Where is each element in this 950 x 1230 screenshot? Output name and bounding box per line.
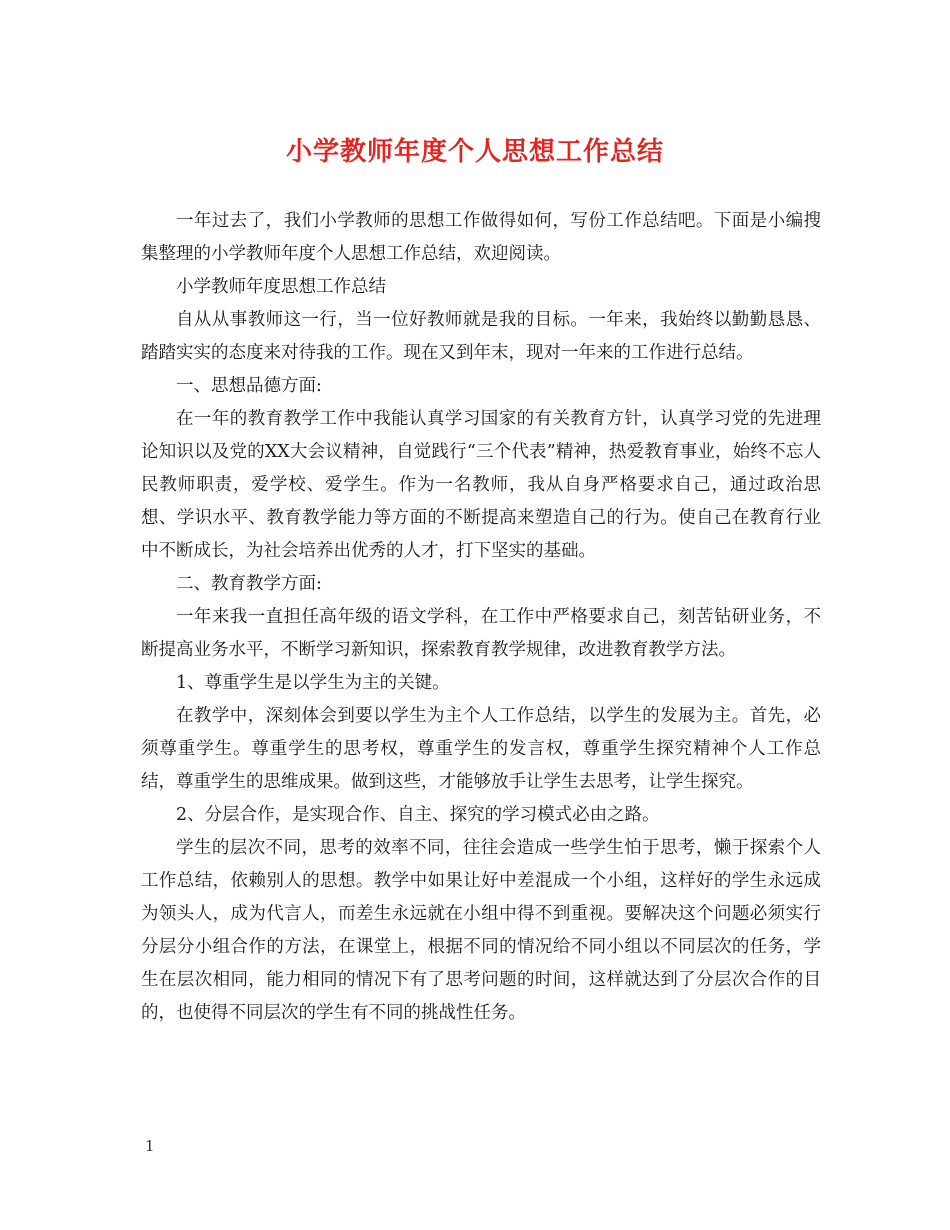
section-heading-teaching: 二、教育教学方面:: [176, 574, 322, 594]
page-number: 1: [145, 1137, 155, 1155]
subheading-respect: 1、尊重学生是以学生为主的关键。: [176, 673, 450, 693]
paragraph-opening: 自从从事教师这一行，当一位好教师就是我的目标。一年来，我始终以勤勤恳恳、踏踏实实的态度来对待我的工作。现在又到年末，现对一年来的工作进行总结。: [141, 310, 821, 363]
paragraph-cooperation: 学生的层次不同，思考的效率不同，往往会造成一些学生怕于思考，懒于探索个人工作总结，依赖别人的思想。教学中如果让好中差混成一个小组，这样好的学生永远成为领头人，成为代言人，而差生永远就在小组中得不到重视。要解决这个问题必须实行分层分小组合作的方法，在课堂上，根据不同的情况给不同小组以不同层次的任务，学生在层次相同，能力相同的情况下有了思考问题的时间，这样就达到了分层次合作的目的，也使得不同层次的学生有不同的挑战性任务。: [141, 838, 821, 1023]
paragraph-teaching: 一年来我一直担任高年级的语文学科，在工作中严格要求自己，刻苦钻研业务，不断提高业务水平，不断学习新知识，探索教育教学规律，改进教育教学方法。: [141, 607, 821, 660]
paragraph-ideology: 在一年的教育教学工作中我能认真学习国家的有关教育方针，认真学习党的先进理论知识以及党的XX大会议精神，自觉践行“三个代表”精神，热爱教育事业，始终不忘人民教师职责，爱学校、爱学生。作为一名教师，我从自身严格要求自己，通过政治思想、学识水平、教育教学能力等方面的不断提高来塑造自己的行为。使自己在教育行业中不断成长，为社会培养出优秀的人才，打下坚实的基础。: [141, 409, 821, 561]
section-heading-ideology: 一、思想品德方面:: [176, 376, 322, 396]
document-title: 小学教师年度个人思想工作总结: [285, 137, 664, 167]
subheading-cooperation: 2、分层合作，是实现合作、自主、探究的学习模式必由之路。: [176, 805, 660, 825]
paragraph-intro: 一年过去了，我们小学教师的思想工作做得如何，写份工作总结吧。下面是小编搜集整理的小学教师年度个人思想工作总结，欢迎阅读。: [141, 211, 821, 264]
document-body: [141, 205, 821, 1030]
paragraph-respect: 在教学中，深刻体会到要以学生为主个人工作总结，以学生的发展为主。首先，必须尊重学生。尊重学生的思考权，尊重学生的发言权，尊重学生探究精神个人工作总结，尊重学生的思维成果。做到这些，才能够放手让学生去思考，让学生探究。: [141, 706, 821, 792]
paragraph-subtitle: 小学教师年度思想工作总结: [176, 277, 386, 297]
